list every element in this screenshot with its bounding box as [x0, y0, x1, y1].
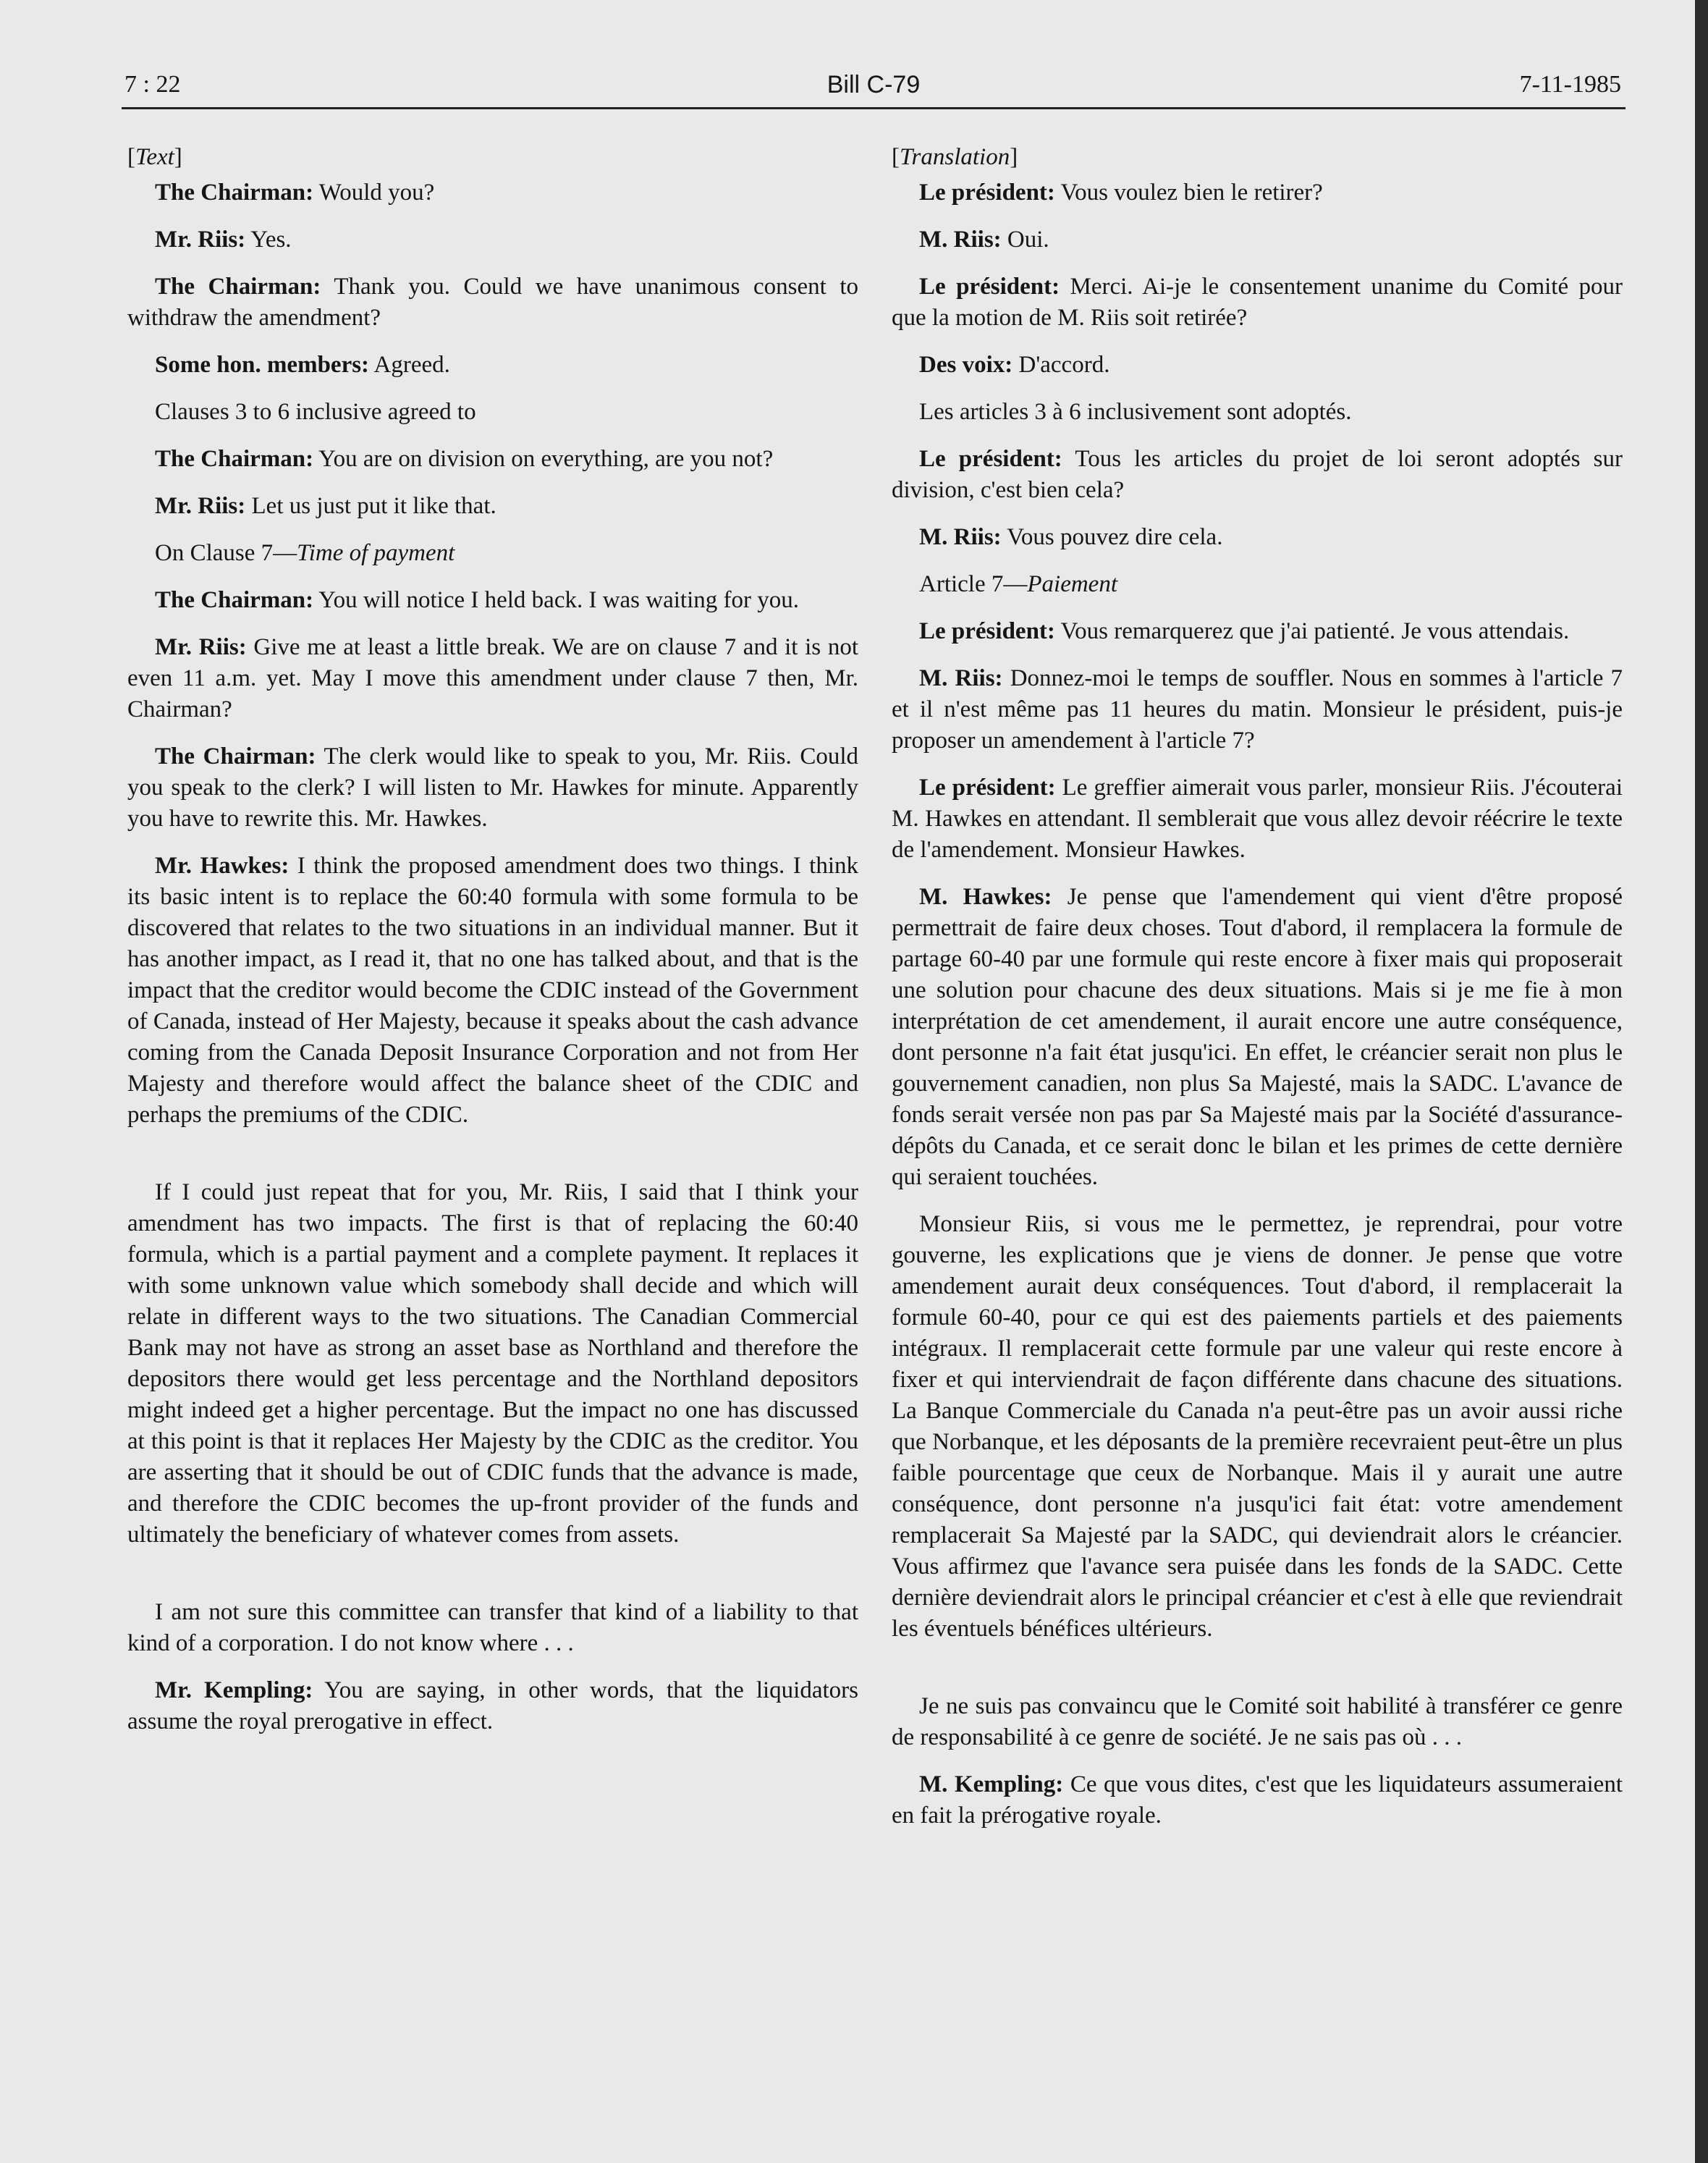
speaker-paragraph: [127, 741, 858, 835]
speaker-name: Le président:: [919, 274, 1060, 300]
speaker-name: Mr. Riis:: [155, 227, 246, 253]
speaker-name: M. Riis:: [919, 524, 1002, 550]
paragraph-text: Le greffier aimerait vous parler, monsieur Riis. J'écouterai M. Hawkes en attendant. Il semblerait que vous allez devoir réécrire le texte de l'amendement. Monsieur Hawkes.: [892, 775, 1623, 863]
clause-label: On Clause 7—: [155, 540, 297, 566]
speaker-paragraph: [892, 882, 1623, 1193]
speaker-paragraph: [892, 350, 1623, 381]
clause-title: Paiement: [1027, 571, 1117, 597]
speaker-paragraph: [127, 491, 858, 522]
speaker-paragraph: [892, 772, 1623, 866]
paragraph-text: You are on division on everything, are you not?: [313, 446, 774, 472]
text-paragraph: [892, 397, 1623, 428]
scan-edge: [1695, 0, 1708, 2163]
speaker-paragraph: [127, 851, 858, 1131]
speaker-name: The Chairman:: [155, 743, 316, 770]
paragraph-text: Vous voulez bien le retirer?: [1054, 180, 1323, 206]
paragraph-text: Vous remarquerez que j'ai patienté. Je vous attendais.: [1054, 618, 1570, 644]
paragraph-text: Agreed.: [369, 352, 450, 378]
speaker-name: M. Hawkes:: [919, 884, 1052, 910]
paragraph-text: Give me at least a little break. We are on clause 7 and it is not even 11 a.m. yet. May I move this amendment under clause 7 then, Mr. Chairman?: [127, 634, 859, 722]
speaker-paragraph: [127, 1675, 858, 1737]
clause-title: Time of payment: [297, 540, 455, 566]
column-label: [Text]: [127, 144, 182, 170]
speaker-name: Mr. Kempling:: [155, 1677, 313, 1703]
paragraph-text: You will notice I held back. I was waiting for you.: [313, 587, 799, 613]
speaker-name: M. Riis:: [919, 227, 1002, 253]
text-paragraph: [892, 1691, 1623, 1753]
speaker-paragraph: [127, 224, 858, 256]
speaker-paragraph: [892, 224, 1623, 256]
paragraph-text: Merci. Ai-je le consentement unanime du Comité pour que la motion de M. Riis soit retirée?: [892, 274, 1623, 331]
paragraph-text: Je ne suis pas convaincu que le Comité soit habilité à transférer ce genre de responsabilité à ce genre de société. Je ne sais pas où . . .: [892, 1693, 1623, 1750]
paragraph-text: Oui.: [1001, 227, 1049, 253]
speaker-paragraph: [892, 663, 1623, 756]
speaker-paragraph: [127, 350, 858, 381]
paragraph-text: Ce que vous dites, c'est que les liquidateurs assumeraient en fait la prérogative royale.: [892, 1771, 1623, 1829]
paragraph-text: Les articles 3 à 6 inclusivement sont adoptés.: [919, 399, 1352, 425]
speaker-paragraph: [127, 444, 858, 475]
bill-title: Bill C-79: [826, 71, 921, 98]
column-label: [Translation]: [892, 144, 1018, 170]
speaker-name: Mr. Riis:: [155, 634, 247, 660]
paragraph-text: Tous les articles du projet de loi seront adoptés sur division, c'est bien cela?: [892, 446, 1623, 503]
speaker-name: Le président:: [919, 775, 1056, 801]
speaker-paragraph: [892, 271, 1623, 334]
paragraph-text: Let us just put it like that.: [245, 493, 496, 519]
speaker-paragraph: [892, 1769, 1623, 1831]
page-header: [122, 67, 1625, 110]
clause-heading: [892, 569, 1623, 600]
header-rule: [122, 107, 1625, 109]
speaker-name: Le président:: [919, 446, 1062, 472]
paragraph-text: Thank you. Could we have unanimous consent to withdraw the amendment?: [127, 274, 859, 331]
paragraph-text: Yes.: [245, 227, 292, 253]
session-date: 7-11-1985: [1519, 71, 1621, 98]
page-number: 7 : 22: [124, 71, 181, 98]
speaker-name: Mr. Hawkes:: [155, 853, 289, 879]
speaker-paragraph: [892, 616, 1623, 647]
french-column: [892, 142, 1623, 1847]
speaker-name: Le président:: [919, 618, 1055, 644]
speaker-name: Le président:: [919, 180, 1055, 206]
paragraph-text: Donnez-moi le temps de souffler. Nous en sommes à l'article 7 et il n'est même pas 11 heures du matin. Monsieur le président, puis-je proposer un amendement à l'article 7?: [892, 665, 1623, 754]
text-paragraph: [892, 1209, 1623, 1645]
paragraph-text: Je pense que l'amendement qui vient d'être proposé permettrait de faire deux choses. Tout d'abord, il remplacera la formule de partage 60-40 par une formule qui reste encore à fixer mais qui proposerait une solution pour chacune des deux situations. Mais si je me fie à mon interprétation de cet amendement, il aurait encore une autre conséquence, dont personne n'a fait état jusqu'ici. En effet, le créancier serait non plus le gouvernement canadien, non plus Sa Majesté, mais la SADC. L'avance de fonds serait versée non pas par Sa Majesté mais par la Société d'assurance-dépôts du Canada, et ce serait donc le bilan et les primes de cette dernière qui seraient touchées.: [892, 884, 1623, 1190]
english-paragraphs: [127, 177, 858, 1737]
paragraph-text: Clauses 3 to 6 inclusive agreed to: [155, 399, 476, 425]
french-paragraphs: [892, 177, 1623, 1831]
speaker-paragraph: [892, 522, 1623, 553]
paragraph-text: I think the proposed amendment does two things. I think its basic intent is to replace the 60:40 formula with some formula to be discovered that relates to the two situations in an individual manner. But it has another impact, as I read it, that no one has talked about, and that is the impact that the creditor would become the CDIC instead of the Government of Canada, instead of Her Majesty, because it speaks about the cash advance coming from the Canada Deposit Insurance Corporation and not from Her Majesty and therefore would affect the balance sheet of the CDIC and perhaps the premiums of the CDIC.: [127, 853, 858, 1128]
speaker-paragraph: [892, 177, 1623, 208]
paragraph-text: You are saying, in other words, that the liquidators assume the royal prerogative in effect.: [127, 1677, 858, 1734]
speaker-paragraph: [127, 271, 858, 334]
clause-heading: [127, 538, 858, 569]
paragraph-text: Monsieur Riis, si vous me le permettez, je reprendrai, pour votre gouverne, les explications que je viens de donner. Je pense que votre amendement aurait deux conséquences. Tout d'abord, il remplacerait la formule 60-40, pour ce qui est des paiements partiels et des paiements intégraux. Il remplacerait cette formule par une valeur qui reste encore à fixer et qui interviendrait de façon différente dans chacune des situations. La Banque Commerciale du Canada n'a peut-être pas un avoir aussi riche que Norbanque, et les déposants de la première recevraient peut-être un plus faible pourcentage que ceux de Norbanque. Mais il y aurait une autre conséquence, dont personne n'a jusqu'ici fait état: votre amendement remplacerait Sa Majesté par la SADC, qui deviendrait alors le créancier. Vous affirmez que l'avance sera puisée dans les fonds de la SADC. Cette dernière deviendrait alors le principal créancier et c'est à elle que reviendrait les éventuels bénéfices ultérieurs.: [892, 1211, 1623, 1642]
speaker-name: M. Riis:: [919, 665, 1003, 691]
speaker-name: M. Kempling:: [919, 1771, 1064, 1797]
speaker-paragraph: [127, 177, 858, 208]
speaker-name: Des voix:: [919, 352, 1013, 378]
text-paragraph: [127, 1597, 858, 1659]
paragraph-text: Would you?: [313, 180, 435, 206]
text-paragraph: [127, 1177, 858, 1551]
paragraph-text: The clerk would like to speak to you, Mr. Riis. Could you speak to the clerk? I will listen to Mr. Hawkes for minute. Apparently you have to rewrite this. Mr. Hawkes.: [127, 743, 859, 832]
paragraph-text: Vous pouvez dire cela.: [1001, 524, 1223, 550]
speaker-paragraph: [892, 444, 1623, 506]
paragraph-text: If I could just repeat that for you, Mr. Riis, I said that I think your amendment has two impacts. The first is that of replacing the 60:40 formula, which is a partial payment and a complete payment. It replaces it with some unknown value which somebody shall decide and which will relate in different ways to the two situations. The Canadian Commercial Bank may not have as strong an asset base as Northland and therefore the depositors there would get less percentage and the Northland depositors might indeed get a higher percentage. But the impact no one has discussed at this point is that it replaces Her Majesty by the CDIC as the creditor. You are asserting that it should be out of CDIC funds that the advance is made, and therefore the CDIC becomes the up-front provider of the funds and ultimately the beneficiary of whatever comes from assets.: [127, 1179, 858, 1548]
speaker-paragraph: [127, 632, 858, 725]
speaker-name: The Chairman:: [155, 180, 314, 206]
english-column: [127, 142, 858, 1753]
paragraph-text: I am not sure this committee can transfer that kind of a liability to that kind of a corporation. I do not know where . . .: [127, 1599, 858, 1656]
speaker-name: Mr. Riis:: [155, 493, 246, 519]
clause-label: Article 7—: [919, 571, 1028, 597]
paragraph-text: D'accord.: [1012, 352, 1110, 378]
speaker-name: The Chairman:: [155, 274, 321, 300]
speaker-name: Some hon. members:: [155, 352, 370, 378]
speaker-name: The Chairman:: [155, 446, 314, 472]
speaker-name: The Chairman:: [155, 587, 314, 613]
speaker-paragraph: [127, 585, 858, 616]
text-paragraph: [127, 397, 858, 428]
